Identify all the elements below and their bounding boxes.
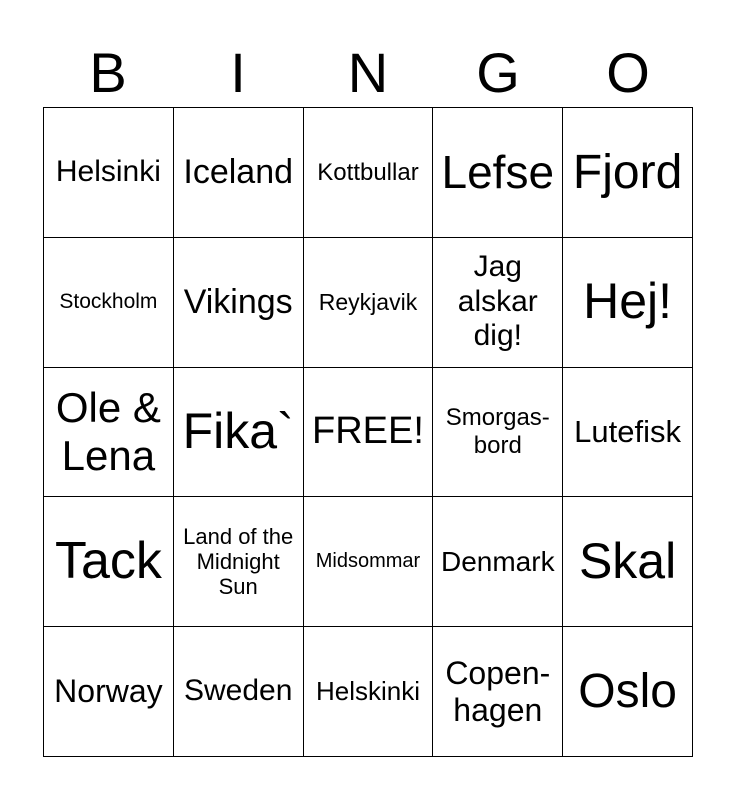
bingo-cell-label: Helskinki <box>315 675 420 706</box>
bingo-cell[interactable] <box>44 238 174 368</box>
bingo-cell-label: Oslo <box>578 665 677 718</box>
bingo-cell[interactable] <box>563 238 693 368</box>
bingo-cell-label: Hej! <box>583 273 673 330</box>
bingo-cell-label: Copen-hagen <box>445 654 551 728</box>
bingo-cell[interactable] <box>44 368 174 498</box>
bingo-cell[interactable] <box>433 627 563 757</box>
bingo-cell-label: Reykjavik <box>318 288 418 315</box>
bingo-cell-label: Norway <box>54 673 163 710</box>
bingo-cell[interactable] <box>174 368 304 498</box>
bingo-cell-label: Vikings <box>183 282 293 321</box>
bingo-cell-label: Sweden <box>183 674 293 708</box>
bingo-cell[interactable] <box>174 627 304 757</box>
bingo-cell-label: Midsommar <box>315 550 421 573</box>
header-letter-b: B <box>89 41 127 104</box>
bingo-cell-label: Ole & Lena <box>55 383 161 479</box>
header-letter-o: O <box>606 41 650 104</box>
bingo-cell[interactable] <box>304 627 434 757</box>
bingo-cell-label: Helsinki <box>55 155 161 189</box>
bingo-cell-label: Lefse <box>441 145 555 198</box>
bingo-cell[interactable] <box>304 497 434 627</box>
bingo-cell[interactable] <box>433 238 563 368</box>
bingo-cell-label: FREE! <box>312 410 424 453</box>
bingo-cell[interactable] <box>174 497 304 627</box>
bingo-cell[interactable] <box>174 108 304 238</box>
header-letter-n: N <box>347 41 389 104</box>
bingo-cell[interactable] <box>563 108 693 238</box>
bingo-cell[interactable] <box>563 368 693 498</box>
bingo-cell[interactable] <box>44 497 174 627</box>
bingo-cell-label: Tack <box>54 531 162 590</box>
bingo-cell-label: Lutefisk <box>574 414 682 450</box>
bingo-cell-label: Jag alskar dig! <box>457 250 538 353</box>
bingo-cell-label: Kottbullar <box>317 158 419 186</box>
bingo-cell[interactable] <box>174 238 304 368</box>
bingo-cell[interactable] <box>433 108 563 238</box>
bingo-cell-label: Smorgas-bord <box>445 404 550 459</box>
bingo-cell-label: Stockholm <box>59 290 158 314</box>
bingo-cell-label: Skal <box>578 533 677 590</box>
bingo-cell[interactable] <box>563 627 693 757</box>
bingo-cell[interactable] <box>44 108 174 238</box>
bingo-cell-label: Denmark <box>440 545 555 577</box>
bingo-cell-label: Iceland <box>183 152 294 191</box>
header-letter-g: G <box>476 41 520 104</box>
bingo-cell[interactable] <box>304 368 434 498</box>
bingo-cell[interactable] <box>44 627 174 757</box>
bingo-cell[interactable] <box>433 497 563 627</box>
bingo-cell[interactable] <box>433 368 563 498</box>
bingo-card <box>43 107 693 757</box>
bingo-cell-label: Fjord <box>572 145 683 199</box>
header-letter-i: I <box>230 41 246 104</box>
bingo-cell[interactable] <box>304 108 434 238</box>
bingo-cell[interactable] <box>304 238 434 368</box>
bingo-header <box>43 38 693 108</box>
bingo-cell-label: Land of the Midnight Sun <box>183 523 294 600</box>
bingo-cell[interactable] <box>563 497 693 627</box>
bingo-cell-label: Fika` <box>182 403 294 460</box>
